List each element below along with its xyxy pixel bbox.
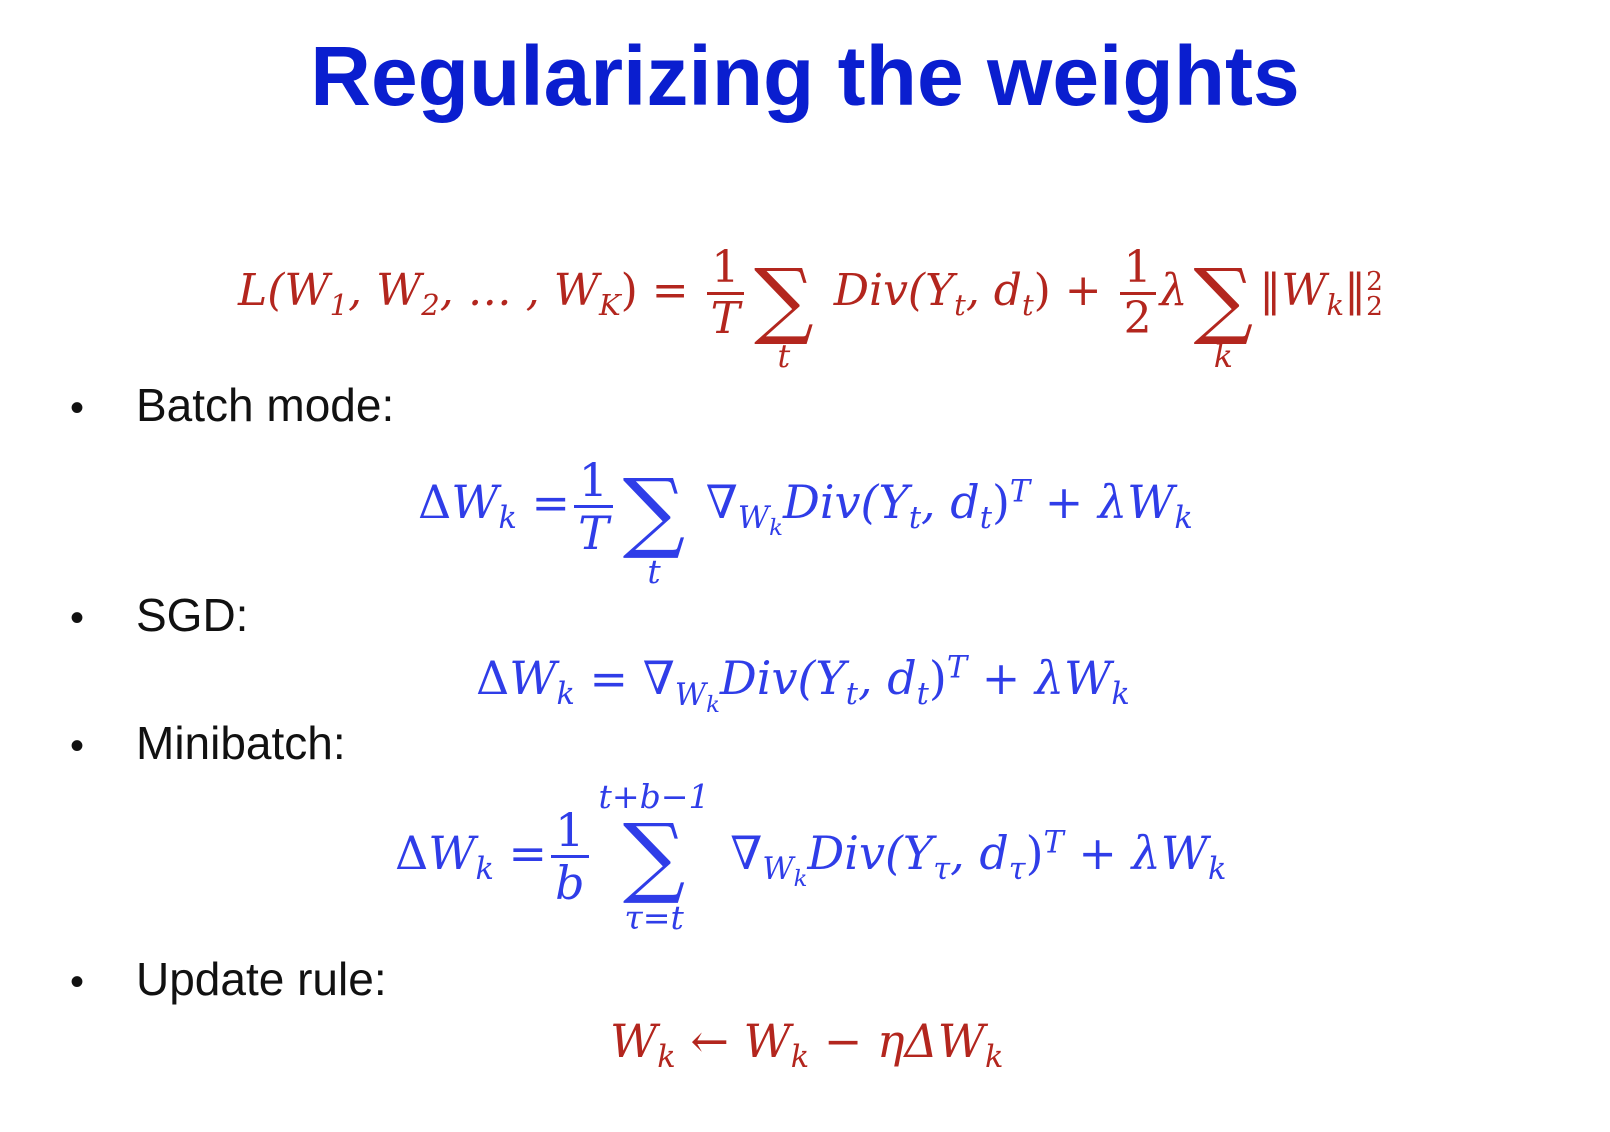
bullet-dot: •: [70, 724, 85, 768]
loss-divergence-term: $Div(Y_t$, $d_t$) +: [833, 265, 1102, 322]
minibatch-lhs: $\Delta W_k$: [395, 825, 494, 888]
loss-norm-term: $‖W_k‖$ 2 2: [1259, 265, 1383, 322]
minibatch-sum: t+b−1 ∑ τ=t: [598, 777, 710, 937]
minibatch-gradient-term: $\nabla_{W_k}Div(Y_\tau$, $d_\tau)^T$: [730, 825, 1064, 893]
update-equation: $W_k$ ← $W_k - \eta\Delta W_k$: [610, 1014, 1004, 1076]
loss-lhs: $L(W_1$, $W_2$, … , $W_K$) =: [238, 265, 689, 322]
minibatch-fraction: $\frac{1}{b}$: [551, 807, 588, 906]
slide-title: Regularizing the weights: [310, 29, 1300, 123]
loss-fraction-1-over-T: $\frac{1}{T}$: [707, 246, 744, 341]
loss-equation: [238, 236, 1383, 375]
loss-sum-k: ∑ k: [1193, 250, 1254, 375]
bullet-update-rule: • Update rule:: [70, 953, 387, 1005]
batch-sum: ∑ t: [622, 460, 686, 592]
sgd-lhs: $\Delta W_k$: [476, 651, 575, 713]
bullet-minibatch: • Minibatch:: [70, 717, 346, 769]
batch-lhs: $\Delta W_k$: [418, 475, 517, 537]
bullet-dot: •: [70, 596, 85, 640]
bullet-dot: •: [70, 960, 85, 1004]
minibatch-regularizer: + $\lambda W_k$: [1078, 825, 1227, 888]
loss-lambda: λ: [1159, 265, 1188, 317]
batch-equation: $\Delta W_k$ = $\frac{1}{T}$ ∑ t $\nabla_{W_k}Div(Y_t$, $d_t)^T + \lambda W_k$: [418, 452, 1193, 592]
sgd-equation: $\Delta W_k = \nabla_{W_k}Div(Y_t$, $d_t)^T + \lambda W_k$: [476, 651, 1130, 718]
loss-sum-t: ∑ t: [754, 250, 814, 375]
batch-gradient-term: $\nabla_{W_k}Div(Y_t$, $d_t)^T$: [705, 474, 1031, 542]
batch-fraction: $\frac{1}{T}$: [574, 457, 613, 556]
bullet-batch-mode: • Batch mode:: [70, 379, 395, 431]
sgd-regularizer: + $\lambda W_k$: [981, 651, 1130, 713]
bullet-sgd: • SGD:: [70, 589, 249, 641]
sgd-gradient-term: $\nabla_{W_k}Div(Y_t$, $d_t)^T$: [642, 651, 968, 718]
bullet-dot: •: [70, 386, 85, 430]
batch-regularizer: + $\lambda W_k$: [1044, 475, 1193, 537]
minibatch-equation: $\Delta W_k$ = $\frac{1}{b}$ t+b−1 ∑ τ=t $\nabla_{W_k}Div(Y_\tau$, $d_\tau)^T + \lambda W_k$: [395, 777, 1227, 937]
loss-fraction-1-over-2: $\frac{1}{2}$: [1120, 246, 1156, 341]
